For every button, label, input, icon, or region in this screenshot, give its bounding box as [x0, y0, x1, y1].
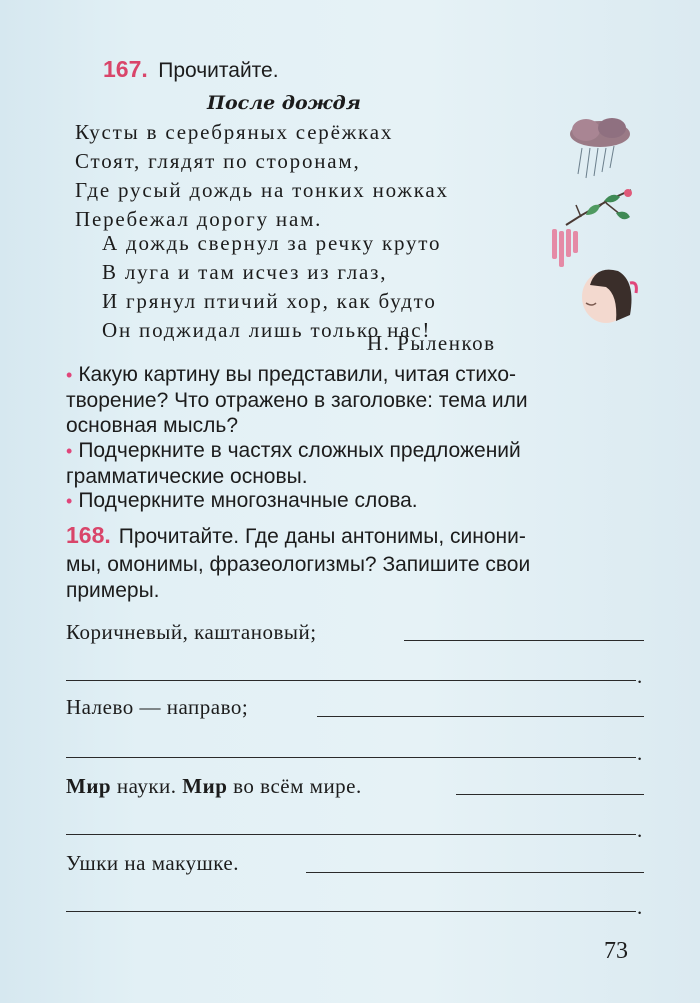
rain-cloud-illustration — [560, 112, 640, 182]
writing-line[interactable] — [66, 757, 636, 758]
task-2 — [66, 438, 521, 489]
task-line: основная мысль? — [66, 414, 238, 437]
page-number: 73 — [604, 938, 628, 964]
bullet-marker: • — [66, 441, 73, 461]
line-end-period: . — [637, 741, 643, 765]
line-end-period: . — [637, 895, 643, 919]
task-1 — [66, 362, 528, 438]
exercise-instruction-line: примеры. — [66, 579, 160, 602]
writing-line[interactable] — [456, 794, 644, 795]
poem-line: Перебежал дорогу нам. — [75, 207, 323, 231]
exercise-number: 167. — [103, 56, 148, 82]
bold-word: Мир — [66, 774, 112, 798]
example-1: Коричневый, каштановый; — [66, 620, 317, 644]
example-text: науки. — [111, 774, 183, 798]
example-3 — [66, 774, 362, 799]
task-line: Подчеркните многозначные слова. — [78, 489, 418, 512]
task-line: Подчеркните в частях сложных предложений — [78, 439, 521, 462]
writing-line[interactable] — [404, 640, 644, 641]
poem-line: А дождь свернул за речку круто — [102, 231, 442, 255]
poem-line: Стоят, глядят по сторонам, — [75, 149, 361, 173]
task-line: грамматические основы. — [66, 465, 308, 488]
bullet-marker: • — [66, 491, 73, 511]
line-end-period: . — [637, 818, 643, 842]
poem-line: Где русый дождь на тонких ножках — [75, 178, 449, 202]
poem-stanza-2 — [102, 229, 441, 345]
poem-line: В луга и там исчез из глаз, — [102, 260, 388, 284]
example-4: Ушки на макушке. — [66, 851, 239, 875]
bullet-marker: • — [66, 365, 73, 385]
exercise-168 — [66, 523, 530, 603]
task-3 — [66, 488, 418, 514]
writing-line[interactable] — [317, 716, 644, 717]
task-line: творение? Что отражено в заголовке: тема или — [66, 389, 528, 412]
poem-title: После дождя — [207, 92, 361, 114]
exercise-instruction: Прочитайте. — [158, 59, 279, 82]
poem-author: Н. Рыленков — [367, 331, 496, 355]
writing-line[interactable] — [66, 911, 636, 912]
bold-word: Мир — [182, 774, 228, 798]
birch-branch-and-child-illustration — [546, 185, 641, 330]
example-2: Налево — направо; — [66, 695, 249, 719]
poem-line: Кусты в серебряных серёжках — [75, 120, 394, 144]
example-text: во всём мире. — [227, 774, 362, 798]
writing-line[interactable] — [306, 872, 644, 873]
line-end-period: . — [637, 664, 643, 688]
exercise-167-header — [103, 56, 279, 83]
exercise-instruction: Прочитайте. Где даны антонимы, синони- — [118, 525, 526, 548]
task-line: Какую картину вы представили, читая стихо- — [78, 363, 516, 386]
writing-line[interactable] — [66, 680, 636, 681]
poem-line: И грянул птичий хор, как будто — [102, 289, 437, 313]
poem-line: Он поджидал лишь только нас! — [102, 318, 432, 342]
exercise-number: 168. — [66, 522, 111, 548]
poem-stanza-1 — [75, 118, 449, 234]
exercise-instruction-line: мы, омонимы, фразеологизмы? Запишите свои — [66, 553, 531, 576]
writing-line[interactable] — [66, 834, 636, 835]
